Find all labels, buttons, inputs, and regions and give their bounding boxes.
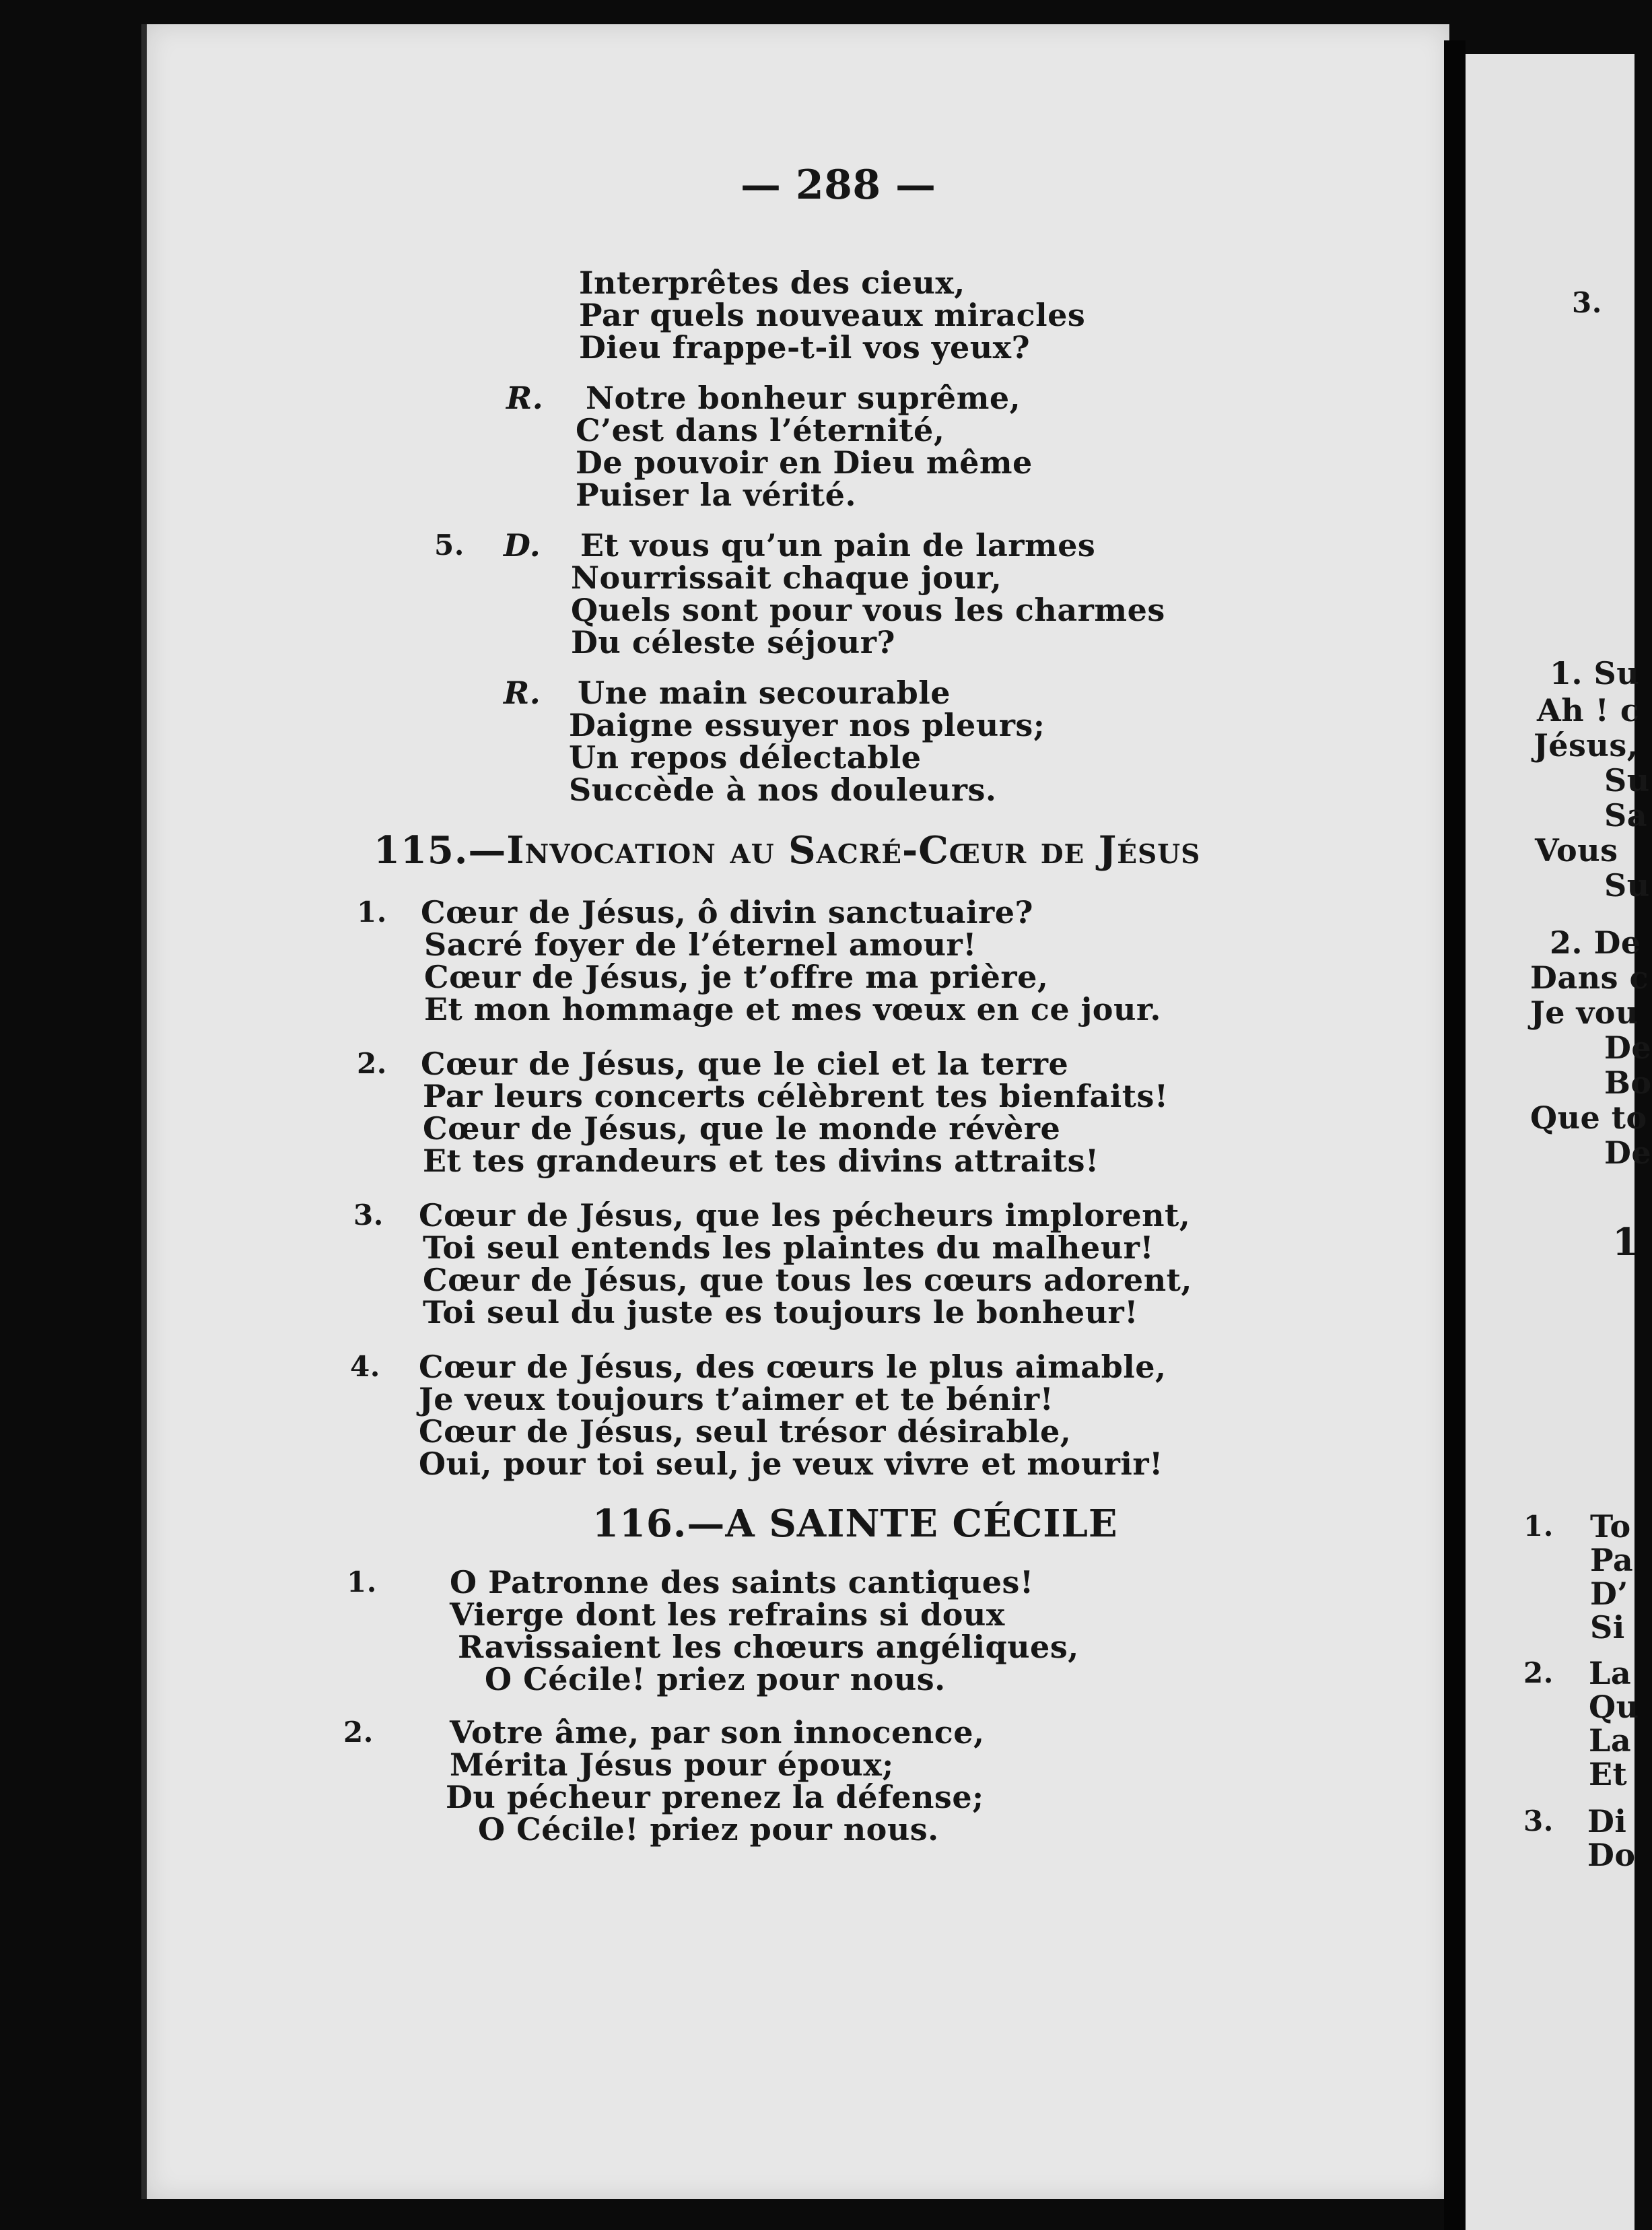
verse-line: O Cécile! priez pour nous. (478, 1811, 939, 1848)
right-fragment: De (1604, 1029, 1652, 1066)
verse-line: Et vous qu’un pain de larmes (580, 527, 1096, 564)
verse-number: 3. (353, 1198, 384, 1231)
right-fragment: Pa (1590, 1542, 1634, 1578)
verse-line: Oui, pour toi seul, je veux vivre et mourir! (419, 1446, 1163, 1482)
verse-number: 5. (434, 529, 464, 562)
response-marker: R. (506, 380, 544, 416)
verse-line: O Cécile! priez pour nous. (485, 1661, 946, 1697)
right-fragment: Jésus, (1534, 727, 1639, 764)
page-number: — 288 — (741, 162, 936, 209)
dialogue-marker: D. (504, 527, 541, 564)
right-fragment: Si (1590, 1609, 1625, 1646)
verse-number: 1. (347, 1565, 377, 1598)
verse-line: Par leurs concerts célèbrent tes bienfaits! (423, 1078, 1169, 1114)
right-fragment: Et (1589, 1756, 1628, 1792)
verse-line: Du pécheur prenez la défense; (446, 1779, 984, 1815)
verse-line: Et tes grandeurs et tes divins attraits! (423, 1143, 1099, 1179)
right-fragment: 1 (1612, 1220, 1639, 1264)
verse-line: Notre bonheur suprême, (586, 380, 1021, 416)
verse-line: Sacré foyer de l’éternel amour! (424, 926, 977, 963)
verse-line: Interprêtes des cieux, (579, 265, 965, 301)
verse-line: Cœur de Jésus, que le ciel et la terre (421, 1046, 1069, 1082)
right-fragment: 2. (1523, 1656, 1554, 1689)
hymn-title: 115.—Invocation au Sacré-Cœur de Jésus (374, 828, 1201, 873)
verse-line: Dieu frappe-t-il vos yeux? (579, 329, 1031, 366)
verse-number: 1. (357, 896, 387, 928)
right-fragment: Bo (1604, 1065, 1652, 1101)
right-fragment: La (1589, 1655, 1632, 1691)
right-fragment: Ah ! c (1537, 692, 1640, 729)
verse-line: Cœur de Jésus, des cœurs le plus aimable, (419, 1349, 1167, 1385)
right-fragment: Sa (1604, 797, 1648, 834)
verse-number: 2. (343, 1716, 374, 1749)
verse-line: Et mon hommage et mes vœux en ce jour. (424, 991, 1161, 1027)
verse-line: Par quels nouveaux miracles (579, 297, 1086, 333)
verse-line: Un repos délectable (569, 739, 922, 776)
verse-line: Succède à nos douleurs. (569, 772, 997, 808)
verse-line: Votre âme, par son innocence, (450, 1714, 985, 1751)
verse-line: Toi seul du juste es toujours le bonheur! (423, 1294, 1138, 1330)
right-fragment: Que to (1530, 1100, 1647, 1136)
verse-line: Cœur de Jésus, seul trésor désirable, (419, 1413, 1072, 1450)
right-fragment: De (1604, 1135, 1652, 1171)
verse-line: Du céleste séjour? (571, 624, 895, 661)
verse-number: 2. (357, 1047, 387, 1080)
verse-line: Vierge dont les refrains si doux (450, 1596, 1005, 1633)
verse-number: 4. (350, 1350, 380, 1383)
verse-line: O Patronne des saints cantiques! (450, 1564, 1034, 1600)
right-fragment: 3. (1523, 1804, 1554, 1837)
right-fragment: 1. Su (1550, 655, 1640, 691)
verse-line: Nourrissait chaque jour, (571, 560, 1002, 596)
verse-line: Cœur de Jésus, que le monde révère (423, 1110, 1061, 1147)
right-fragment: D’ (1590, 1576, 1628, 1612)
verse-line: Daigne essuyer nos pleurs; (569, 707, 1045, 743)
right-fragment: Su (1604, 762, 1650, 799)
verse-line: Cœur de Jésus, que tous les cœurs adorent, (423, 1262, 1192, 1298)
verse-line: Une main secourable (578, 675, 951, 711)
verse-line: Cœur de Jésus, que les pécheurs implorent, (419, 1197, 1191, 1234)
right-fragment: Qu (1589, 1689, 1639, 1725)
verse-line: Cœur de Jésus, ô divin sanctuaire? (421, 894, 1033, 931)
verse-line: Cœur de Jésus, je t’offre ma prière, (424, 959, 1049, 995)
verse-line: Mérita Jésus pour époux; (450, 1747, 894, 1783)
verse-line: C’est dans l’éternité, (576, 412, 945, 448)
right-fragment: 2. De (1550, 924, 1641, 961)
right-fragment: 1. (1523, 1510, 1554, 1543)
right-fragment: Do (1587, 1837, 1636, 1873)
verse-line: Je veux toujours t’aimer et te bénir! (419, 1381, 1054, 1417)
verse-line: Quels sont pour vous les charmes (571, 592, 1165, 628)
book-gutter (1444, 40, 1466, 2230)
right-fragment: Dans c (1530, 959, 1649, 996)
verse-line: De pouvoir en Dieu même (576, 444, 1033, 481)
right-fragment: Je vou (1530, 994, 1639, 1031)
verse-line: Puiser la vérité. (576, 477, 856, 513)
response-marker: R. (504, 675, 541, 711)
right-fragment: Vous (1535, 832, 1618, 869)
hymn-title: 116.—A SAINTE CÉCILE (592, 1501, 1118, 1546)
right-fragment: 3. (1572, 286, 1602, 319)
right-fragment: La (1589, 1722, 1632, 1759)
right-fragment: Su (1604, 867, 1650, 904)
right-fragment: Di (1587, 1803, 1627, 1839)
right-fragment: To (1590, 1508, 1631, 1545)
verse-line: Toi seul entends les plaintes du malheur! (423, 1229, 1155, 1266)
verse-line: Ravissaient les chœurs angéliques, (458, 1629, 1079, 1665)
